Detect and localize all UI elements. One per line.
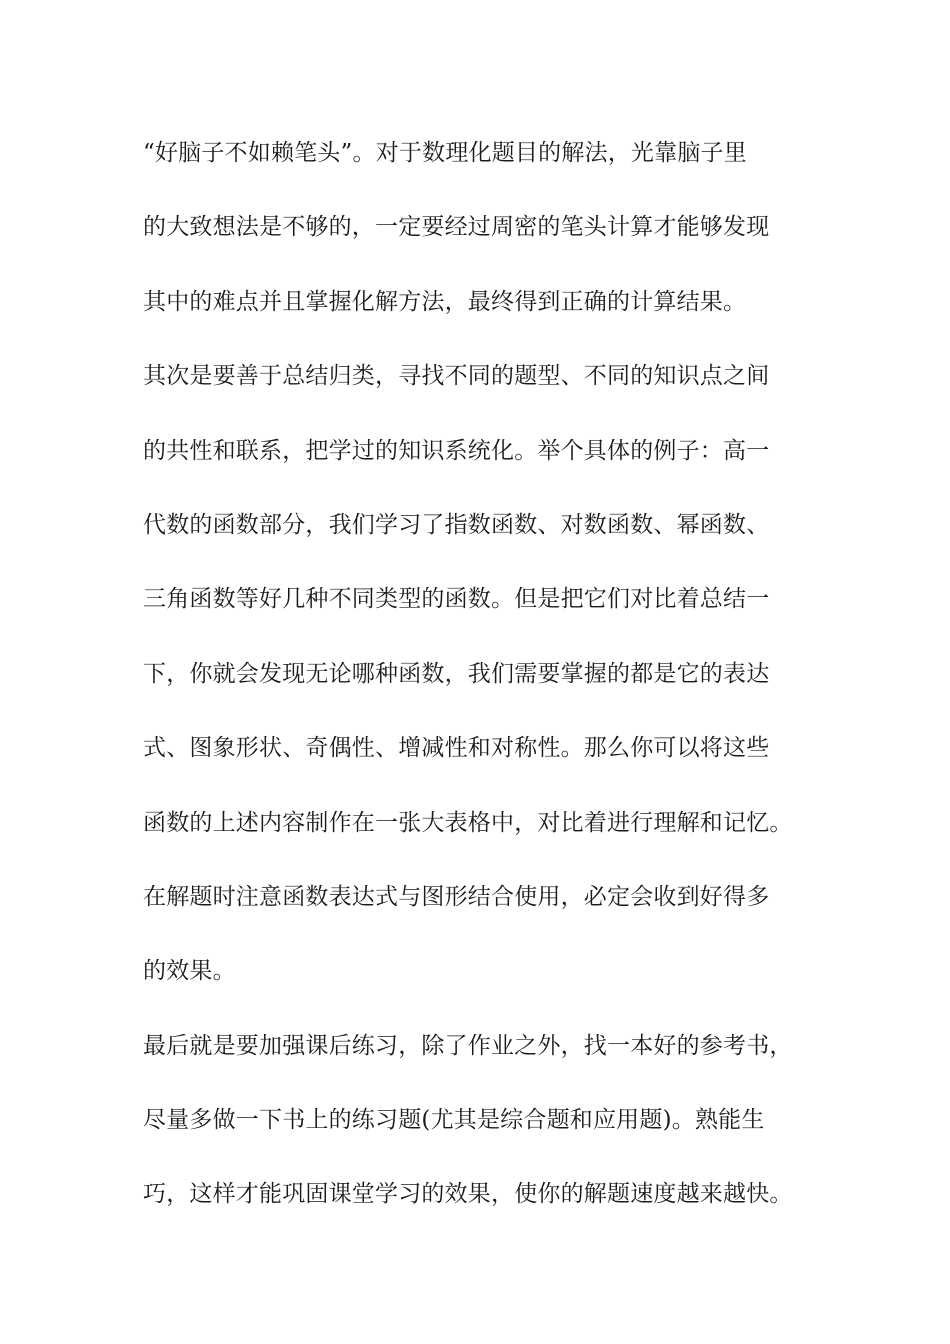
text-line: 的效果。 [143, 958, 236, 985]
text-line: 巧，这样才能巩固课堂学习的效果，使你的解题速度越来越快。 [143, 1181, 793, 1208]
text-line: 的共性和联系，把学过的知识系统化。举个具体的例子：高一 [143, 437, 770, 464]
text-line: 在解题时注意函数表达式与图形结合使用，必定会收到好得多 [143, 883, 770, 910]
document-body [143, 131, 823, 1247]
text-line: 代数的函数部分，我们学习了指数函数、对数函数、幂函数、 [143, 511, 770, 538]
text-line: 最后就是要加强课后练习，除了作业之外，找一本好的参考书， [143, 1032, 793, 1059]
text-line: 三角函数等好几种不同类型的函数。但是把它们对比着总结一 [143, 586, 770, 613]
text-line: “好脑子不如赖笔头”。对于数理化题目的解法，光靠脑子里 [143, 140, 747, 166]
text-line: 下，你就会发现无论哪种函数，我们需要掌握的都是它的表达 [143, 660, 770, 687]
text-line: 其次是要善于总结归类，寻找不同的题型、不同的知识点之间 [143, 363, 770, 390]
text-line: 其中的难点并且掌握化解方法，最终得到正确的计算结果。 [143, 288, 747, 315]
text-line: 函数的上述内容制作在一张大表格中，对比着进行理解和记忆。 [143, 809, 793, 836]
text-line: 式、图象形状、奇偶性、增减性和对称性。那么你可以将这些 [143, 735, 770, 762]
text-line: 的大致想法是不够的，一定要经过周密的笔头计算才能够发现 [143, 214, 770, 241]
text-line: 尽量多做一下书上的练习题(尤其是综合题和应用题)。熟能生 [143, 1107, 765, 1134]
